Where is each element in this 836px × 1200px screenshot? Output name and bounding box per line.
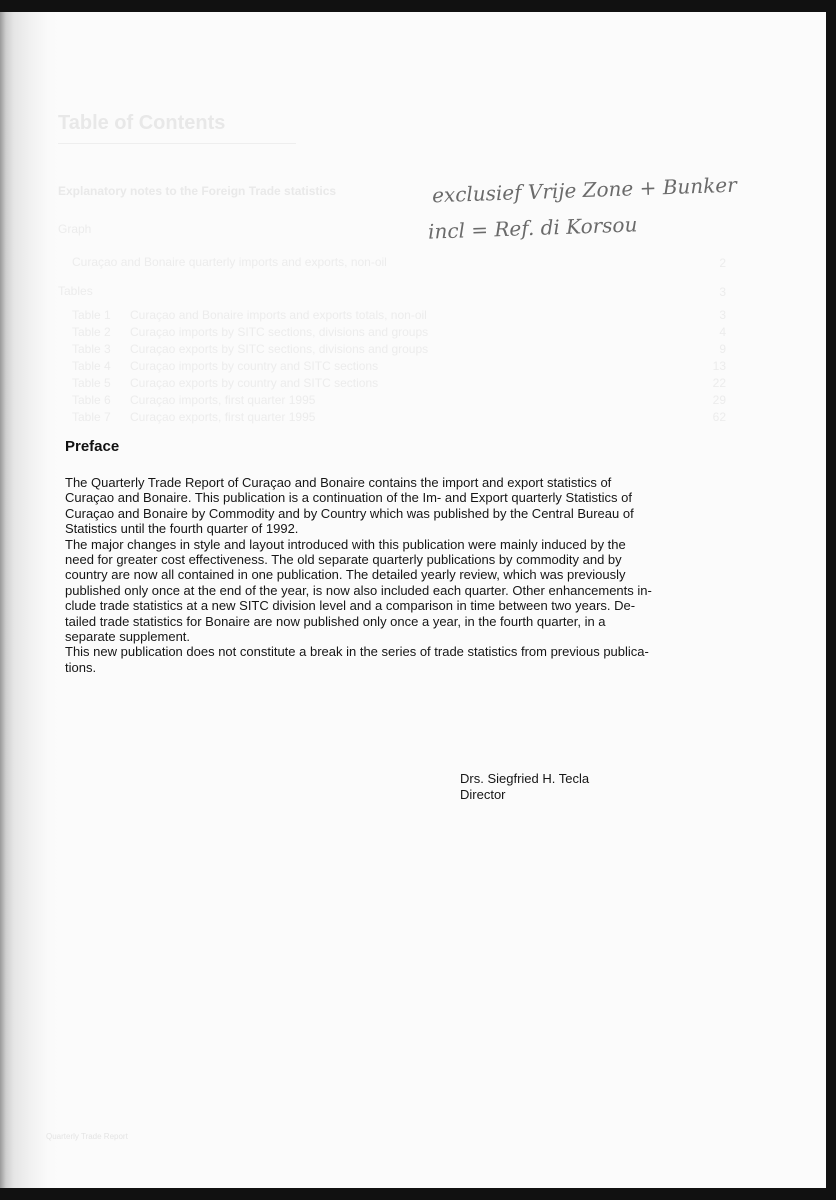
toc-table-title: Curaçao imports, first quarter 1995 [130, 393, 316, 407]
toc-table-title: Curaçao exports, first quarter 1995 [130, 410, 316, 424]
preface-body [65, 475, 705, 675]
preface-line: Statistics until the fourth quarter of 1992. [65, 521, 299, 537]
showthrough-graph-item: Curaçao and Bonaire quarterly imports and exports, non-oil [72, 255, 387, 269]
showthrough-toc-title: Table of Contents [58, 112, 226, 134]
signature-block [460, 771, 589, 802]
showthrough-toc-row [72, 359, 378, 373]
signature-title: Director [460, 786, 506, 802]
showthrough-graph-page: 2 [719, 256, 726, 270]
showthrough-explanatory: Explanatory notes to the Foreign Trade statistics [58, 184, 337, 198]
showthrough-toc-row [72, 308, 427, 322]
toc-table-label: Table 3 [72, 342, 111, 356]
toc-table-label: Table 5 [72, 376, 111, 390]
toc-table-page: 22 [712, 376, 726, 390]
toc-table-title: Curaçao and Bonaire imports and exports totals, non-oil [130, 308, 427, 322]
showthrough-toc-row [72, 376, 378, 390]
toc-table-label: Table 2 [72, 325, 111, 339]
toc-table-page: 13 [712, 359, 726, 373]
preface-line: The major changes in style and layout introduced with this publication were mainly induced by the [65, 536, 626, 552]
showthrough-toc-row [72, 393, 315, 407]
preface-line: tions. [65, 659, 97, 675]
toc-table-label: Table 1 [72, 308, 111, 322]
showthrough-tables-page: 3 [719, 285, 726, 299]
showthrough-tables-heading: Tables [58, 284, 93, 298]
toc-table-title: Curaçao exports by SITC sections, divisions and groups [130, 342, 429, 356]
preface-line: tailed trade statistics for Bonaire are now published only once a year, in the fourth quarter, in a [65, 613, 606, 629]
toc-table-page: 29 [712, 393, 726, 407]
document-page [0, 12, 826, 1188]
showthrough-graph-heading: Graph [58, 222, 92, 236]
showthrough-toc-row [72, 342, 428, 356]
toc-table-label: Table 6 [72, 393, 111, 407]
toc-table-title: Curaçao imports by country and SITC sections [130, 359, 379, 373]
toc-table-page: 62 [712, 410, 726, 424]
showthrough-footer: Quarterly Trade Report [46, 1132, 128, 1141]
preface-line: clude trade statistics at a new SITC division level and a comparison in time between two years. De- [65, 598, 636, 614]
preface-line: Curaçao and Bonaire by Commodity and by Country which was published by the Central Bureau of [65, 505, 634, 521]
toc-table-page: 9 [719, 342, 726, 356]
preface-line: separate supplement. [65, 629, 191, 645]
preface-line: country are now all contained in one publication. The detailed yearly review, which was previously [65, 567, 626, 583]
handwritten-note-line1: exclusief Vrije Zone + Bunker [431, 172, 738, 208]
preface-title: Preface [65, 438, 120, 455]
preface-line: This new publication does not constitute a break in the series of trade statistics from previous publica- [65, 644, 649, 660]
toc-table-title: Curaçao imports by SITC sections, divisions and groups [130, 325, 429, 339]
toc-table-label: Table 4 [72, 359, 111, 373]
preface-line: need for greater cost effectiveness. The old separate quarterly publications by commodity and by [65, 552, 622, 568]
handwritten-note-line2: incl = Ref. di Korsou [427, 212, 638, 244]
preface-line: The Quarterly Trade Report of Curaçao and Bonaire contains the import and export statistics of [65, 475, 612, 490]
toc-table-page: 3 [719, 308, 726, 322]
toc-table-label: Table 7 [72, 410, 111, 424]
toc-table-title: Curaçao exports by country and SITC sections [130, 376, 379, 390]
showthrough-rule [58, 143, 296, 144]
signature-name: Drs. Siegfried H. Tecla [460, 771, 590, 786]
preface-line: published only once at the end of the year, is now also included each quarter. Other enhancements in- [65, 582, 652, 598]
showthrough-toc-row [72, 410, 315, 424]
showthrough-toc-row [72, 325, 428, 339]
preface-line: Curaçao and Bonaire. This publication is a continuation of the Im- and Export quarterly Statistics of [65, 490, 633, 506]
toc-table-page: 4 [719, 325, 726, 339]
